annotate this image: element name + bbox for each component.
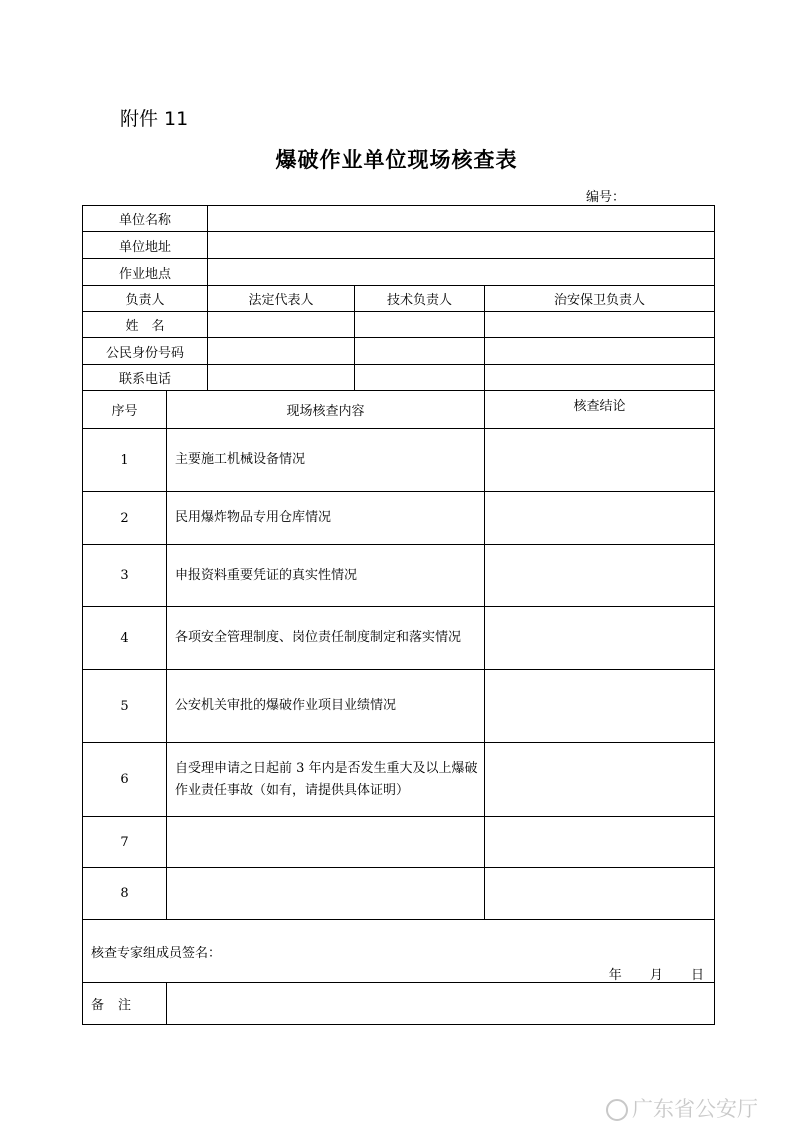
legal-rep-name-field[interactable] [208,312,355,338]
watermark [606,1093,758,1123]
responsible-person-header-row [83,286,715,312]
col-content-header: 现场核查内容 [167,391,485,429]
date-day-label: 日 [691,968,705,983]
check-item-no: 6 [83,743,167,817]
check-item-no: 5 [83,670,167,743]
signature-field[interactable] [83,920,715,983]
check-header-row [83,391,715,429]
tech-lead-name-field[interactable] [355,312,485,338]
person-id-row [83,338,715,365]
tech-lead-header: 技术负责人 [355,286,485,312]
col-result-header: 核查结论 [485,391,715,429]
check-item-content [167,817,485,868]
remarks-label: 备注 [83,983,167,1025]
page-title: 爆破作业单位现场核查表 [275,148,518,172]
work-site-field[interactable] [208,259,715,286]
check-item-row [83,817,715,868]
check-item-no: 2 [83,492,167,545]
check-item-row [83,670,715,743]
check-item-result-field[interactable] [485,743,715,817]
check-item-content [167,868,485,920]
check-item-no: 8 [83,868,167,920]
signature-date [585,964,704,983]
unit-address-row [83,232,715,259]
check-item-content: 公安机关审批的爆破作业项目业绩情况 [167,670,485,743]
attachment-number: 附件 11 [120,108,189,130]
tech-lead-phone-field[interactable] [355,365,485,391]
security-lead-id-field[interactable] [485,338,715,365]
person-phone-label: 联系电话 [83,365,208,391]
check-item-row [83,868,715,920]
date-year-label: 年 [608,968,622,983]
watermark-text: 广东省公安厅 [632,1097,758,1121]
legal-rep-header: 法定代表人 [208,286,355,312]
security-lead-name-field[interactable] [485,312,715,338]
check-item-result-field[interactable] [485,607,715,670]
unit-name-row [83,206,715,232]
check-item-no: 4 [83,607,167,670]
col-no-header: 序号 [83,391,167,429]
security-lead-header: 治安保卫负责人 [485,286,715,312]
unit-address-label: 单位地址 [83,232,208,259]
person-phone-row [83,365,715,391]
work-site-row [83,259,715,286]
check-item-no: 3 [83,545,167,607]
check-item-row [83,545,715,607]
unit-name-label: 单位名称 [83,206,208,232]
signature-label: 核查专家组成员签名： [91,946,222,961]
police-emblem-icon [606,1099,628,1121]
security-lead-phone-field[interactable] [485,365,715,391]
work-site-label: 作业地点 [83,259,208,286]
check-item-result-field[interactable] [485,670,715,743]
person-name-label: 姓 名 [83,312,208,338]
check-item-content: 主要施工机械设备情况 [167,429,485,492]
inspection-form-table [82,205,715,1025]
check-item-result-field[interactable] [485,817,715,868]
check-item-row [83,429,715,492]
signature-row [83,920,715,983]
check-item-content: 民用爆炸物品专用仓库情况 [167,492,485,545]
check-item-content: 自受理申请之日起前 3 年内是否发生重大及以上爆破作业责任事故（如有，请提供具体证明） [167,743,485,817]
check-item-result-field[interactable] [485,868,715,920]
check-item-row [83,492,715,545]
legal-rep-id-field[interactable] [208,338,355,365]
check-item-row [83,743,715,817]
unit-name-field[interactable] [208,206,715,232]
check-item-no: 1 [83,429,167,492]
remarks-row [83,983,715,1025]
check-item-row [83,607,715,670]
check-item-result-field[interactable] [485,429,715,492]
tech-lead-id-field[interactable] [355,338,485,365]
legal-rep-phone-field[interactable] [208,365,355,391]
person-id-label: 公民身份号码 [83,338,208,365]
check-item-content: 申报资料重要凭证的真实性情况 [167,545,485,607]
check-item-result-field[interactable] [485,492,715,545]
responsible-person-label: 负责人 [83,286,208,312]
check-item-result-field[interactable] [485,545,715,607]
check-item-no: 7 [83,817,167,868]
remarks-field[interactable] [167,983,715,1025]
unit-address-field[interactable] [208,232,715,259]
check-item-content: 各项安全管理制度、岗位责任制度制定和落实情况 [167,607,485,670]
person-name-row [83,312,715,338]
date-month-label: 月 [649,968,663,983]
serial-number-label: 编号： [586,190,626,205]
